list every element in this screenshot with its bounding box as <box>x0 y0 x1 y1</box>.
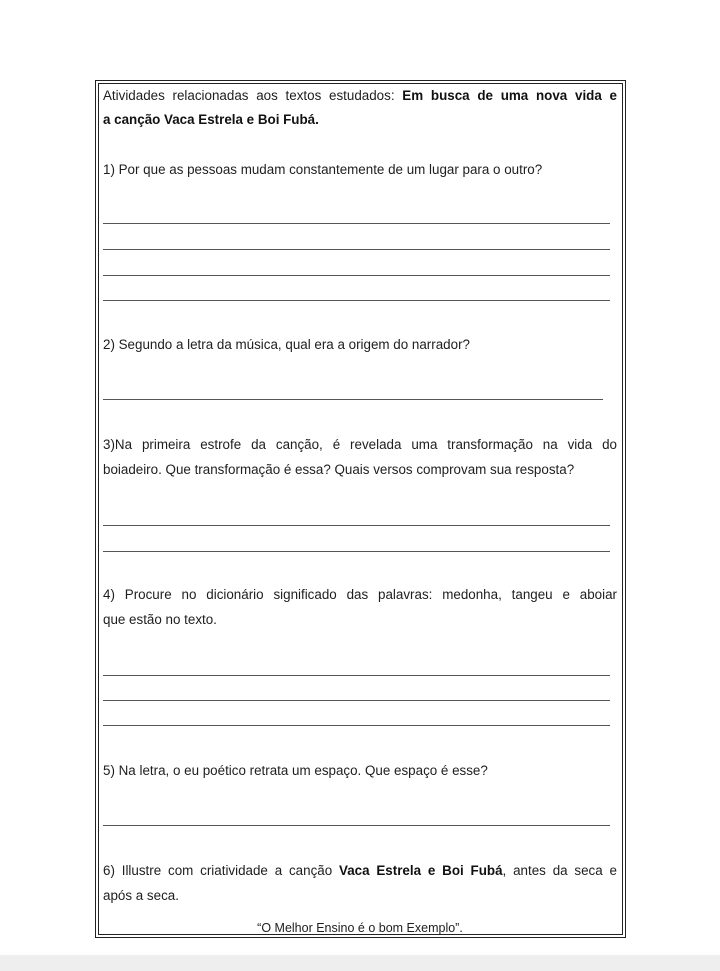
intro-line-2 <box>103 110 617 130</box>
question-1: 1) Por que as pessoas mudam constantemente de um lugar para o outro? <box>103 162 543 177</box>
answer-line <box>103 300 610 301</box>
worksheet-inner-border <box>98 83 623 935</box>
footer-motto: “O Melhor Ensino é o bom Exemplo”. <box>257 921 463 935</box>
question-3-line-2: boiadeiro. Que transformação é essa? Quais versos comprovam sua resposta? <box>103 462 575 477</box>
intro-text: Atividades relacionadas aos textos estudados: <box>103 88 403 103</box>
intro-bold-title-cont: a canção Vaca Estrela e Boi Fubá. <box>103 112 319 127</box>
question-5: 5) Na letra, o eu poético retrata um espaço. Que espaço é esse? <box>103 763 488 778</box>
answer-line <box>103 725 610 726</box>
page-bottom-strip <box>0 955 720 971</box>
answer-line <box>103 551 610 552</box>
question-6-line-2: após a seca. <box>103 888 179 903</box>
answer-line <box>103 399 603 400</box>
question-4-line-1: 4) Procure no dicionário significado das palavras: medonha, tangeu e aboiar <box>103 587 617 602</box>
intro-line-1 <box>103 86 617 106</box>
answer-line <box>103 700 610 701</box>
question-2: 2) Segundo a letra da música, qual era a origem do narrador? <box>103 337 470 352</box>
question-6-bold-title: Vaca Estrela e Boi Fubá <box>339 863 503 878</box>
question-4-line-2: que estão no texto. <box>103 612 217 627</box>
answer-line <box>103 675 610 676</box>
question-6-suffix: , antes da seca e <box>502 863 617 878</box>
answer-line <box>103 525 610 526</box>
answer-line <box>103 249 610 250</box>
answer-line <box>103 825 610 826</box>
question-3-line-1: 3)Na primeira estrofe da canção, é revelada uma transformação na vida do <box>103 437 617 452</box>
question-6-prefix: 6) Illustre com criatividade a canção <box>103 863 339 878</box>
intro-bold-title: Em busca de uma nova vida e <box>402 88 617 103</box>
answer-line <box>103 223 610 224</box>
answer-line <box>103 275 610 276</box>
question-6-line-1 <box>103 861 617 881</box>
